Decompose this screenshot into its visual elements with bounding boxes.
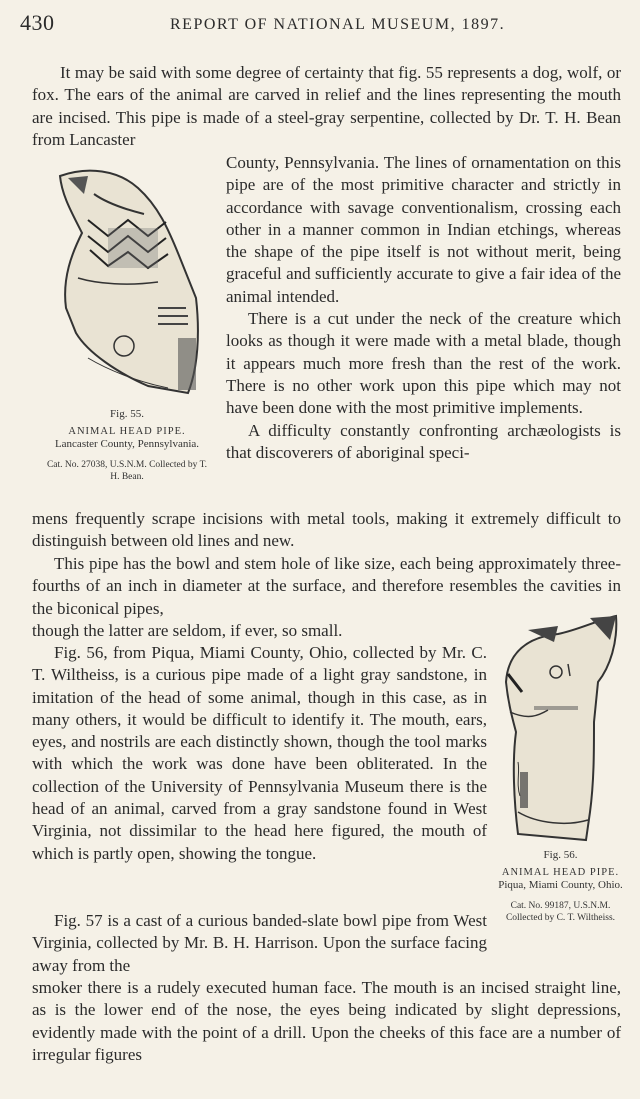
fig56-catalog: Cat. No. 99187, U.S.N.M. Collected by C. T. Wiltheiss. <box>505 901 616 923</box>
page-header <box>20 10 620 40</box>
paragraph-difficulty-start: A difficulty constantly confronting archæologists is that discoverers of aboriginal speci- <box>226 420 621 462</box>
paragraph-difficulty-end: mens frequently scrape incisions with metal tools, making it extremely difficult to distinguish between old lines and new. <box>32 509 621 551</box>
animal-head-pipe-engraving-icon <box>498 612 620 844</box>
animal-head-pipe-engraving-icon <box>48 158 208 403</box>
fig56-locality: Piqua, Miami County, Ohio. <box>498 879 623 891</box>
running-head: REPORT OF NATIONAL MUSEUM, 1897. <box>170 16 506 33</box>
fig55-title: ANIMAL HEAD PIPE. <box>68 426 186 437</box>
paragraph-fig57: Fig. 57 is a cast of a curious banded-slate bowl pipe from West Virginia, collected by Mr. B. H. Harrison. Upon the surface facing away from the <box>32 911 487 975</box>
fig56-label: Fig. 56. <box>543 849 578 861</box>
fig55-locality: Lancaster County, Pennsylvania. <box>54 438 200 450</box>
paragraph-cut-under-neck: There is a cut under the neck of the creature which looks as though it were made with a metal blade, though it appears much more fresh than the rest of the work. There is no other work upon this pipe which may not have been done with the most primitive implements. <box>226 309 621 418</box>
paragraph-intro-continued: County, Pennsylvania. The lines of ornamentation on this pipe are of the most primitive character and strictly in accordance with savage conventionalism, crossing each other in a manner common in Indian etchings, whereas the shape of the pipe itself is not without merit, being graceful and sufficiently accurate to give a fair idea of the animal intended. <box>226 153 621 306</box>
figure-56 <box>498 612 623 924</box>
fig56-title: ANIMAL HEAD PIPE. <box>501 867 620 878</box>
fig55-label: Fig. 55. <box>110 408 144 420</box>
fig55-catalog: Cat. No. 27038, U.S.N.M. Collected by T. H. Bean. <box>46 460 208 482</box>
paragraph-bowl-stem-end: though the latter are seldom, if ever, so small. <box>32 621 343 640</box>
paragraph-fig57-end: smoker there is a rudely executed human face. The mouth is an incised straight line, as is the lower end of the nose, the eyes being indicated by slight depressions, evidently made with the point of a drill. Upon the cheeks of this face are a number of irregular figures <box>32 978 621 1064</box>
right-column <box>226 152 621 464</box>
figure-55 <box>42 158 212 483</box>
page-number: 430 <box>20 10 55 35</box>
paragraph-intro: It may be said with some degree of certainty that fig. 55 represents a dog, wolf, or fox. The ears of the animal are carved in relief and the lines representing the mouth are incised. This pipe is made of a steel-gray serpentine, collected by Dr. T. H. Bean from Lancaster <box>32 63 621 149</box>
paragraph-bowl-stem: This pipe has the bowl and stem hole of like size, each being approximately three-fourths of an inch in diameter at the surface, and therefore resembles the cavities in the biconical pipes, <box>32 554 621 618</box>
paragraph-fig56: Fig. 56, from Piqua, Miami County, Ohio, collected by Mr. C. T. Wiltheiss, is a curious pipe made of a light gray sandstone, in imitation of the head of some animal, though in this case, as in many others, it would be difficult to identify it. The mouth, ears, eyes, and nostrils are each distinctly shown, though the tool marks with which the work was done have been obliterated. In the collection of the University of Pennsylvania Museum there is the head of an animal, carved from a gray sandstone found in West Virginia, not dissimilar to the head here figured, the mouth of which is partly open, showing the tongue. <box>32 643 487 863</box>
